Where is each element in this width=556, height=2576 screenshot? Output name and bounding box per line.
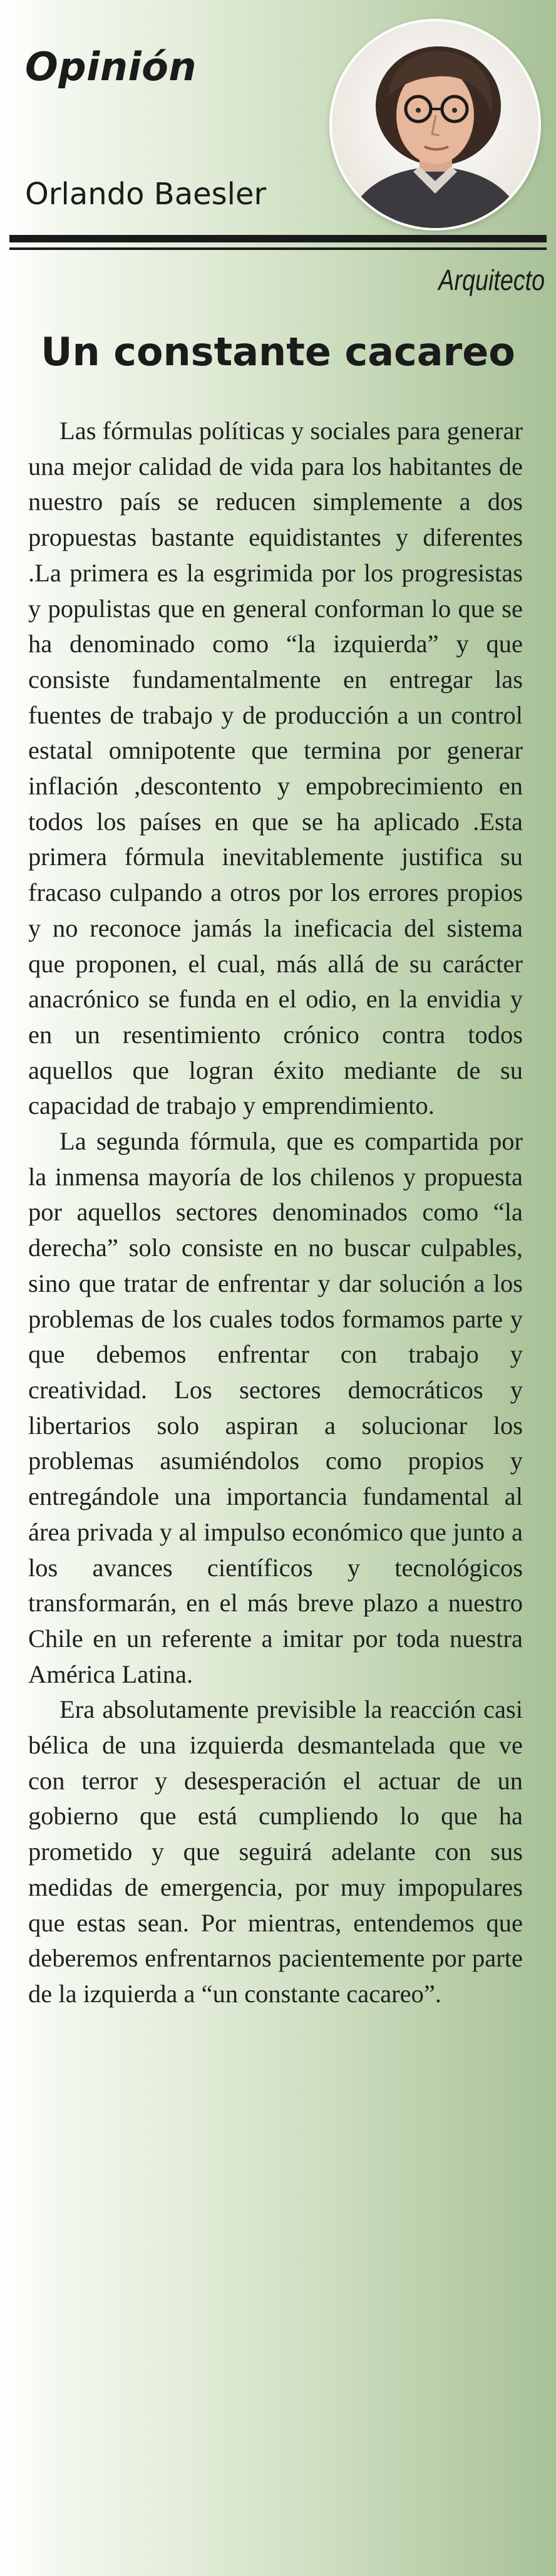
article-paragraph: Las fórmulas políticas y sociales para generar una mejor calidad de vida para los habitantes de nuestro país se reducen simplemente a dos propuestas bastante equidistantes y diferentes .La primera es la esgrimida por los progresistas y populistas que en general conforman lo que se ha denominado como “la izquierda” y que consiste fundamentalmente en entregar las fuentes de trabajo y de producción a un control estatal omnipotente que termina por generar inflación ,descontento y empobrecimiento en todos los países en que se ha aplicado .Esta primera fórmula inevitablemente justifica su fracaso culpando a otros por los errores propios y no reconoce jamás la ineficacia del sistema que proponen, el cual, más allá de su carácter anacrónico se funda en el odio, en la envidia y en un resentimiento crónico contra todos aquellos que logran éxito mediante de su capacidad de trabajo y emprendimiento. bbox=[28, 417, 523, 1120]
article-paragraph: Era absolutamente previsible la reacción casi bélica de una izquierda desmantelada que ve con terror y desesperación el actuar de un gobierno que está cumpliendo lo que ha prometido y que seguirá adelante con sus medidas de emergencia, por muy impopulares que estas sean. Por mientras, entendemos que deberemos enfrentarnos pacientemente por parte de la izquierda a “un constante cacareo”. bbox=[28, 1695, 523, 2008]
header-rule-thin bbox=[9, 247, 547, 250]
author-role: Arquitecto bbox=[438, 264, 545, 296]
section-label: Opinión bbox=[25, 44, 197, 90]
author-name: Orlando Baesler bbox=[25, 177, 267, 212]
article-paragraph: La segunda fórmula, que es compartida por la inmensa mayoría de los chilenos y propuesta por aquellos sectores denominados como “la derecha” solo consiste en no buscar culpables, sino que tratar de enfrentar y dar solución a los problemas de los cuales todos formamos parte y que debemos enfrentar con trabajo y creatividad. Los sectores democráticos y libertarios solo aspiran a solucionar los problemas asumiéndolos como propios y entregándole una importancia fundamental al área privada y al impulso económico que junto a los avances científicos y tecnológicos transformarán, en el más breve plazo a nuestro Chile en un referente a imitar por toda nuestra América Latina. bbox=[28, 1127, 523, 1688]
article-body bbox=[28, 413, 523, 2012]
column-header bbox=[0, 0, 556, 296]
author-portrait-image bbox=[332, 21, 538, 228]
header-rule-thick bbox=[9, 235, 547, 242]
article-title: Un constante cacareo bbox=[41, 329, 515, 375]
author-avatar bbox=[332, 21, 538, 228]
